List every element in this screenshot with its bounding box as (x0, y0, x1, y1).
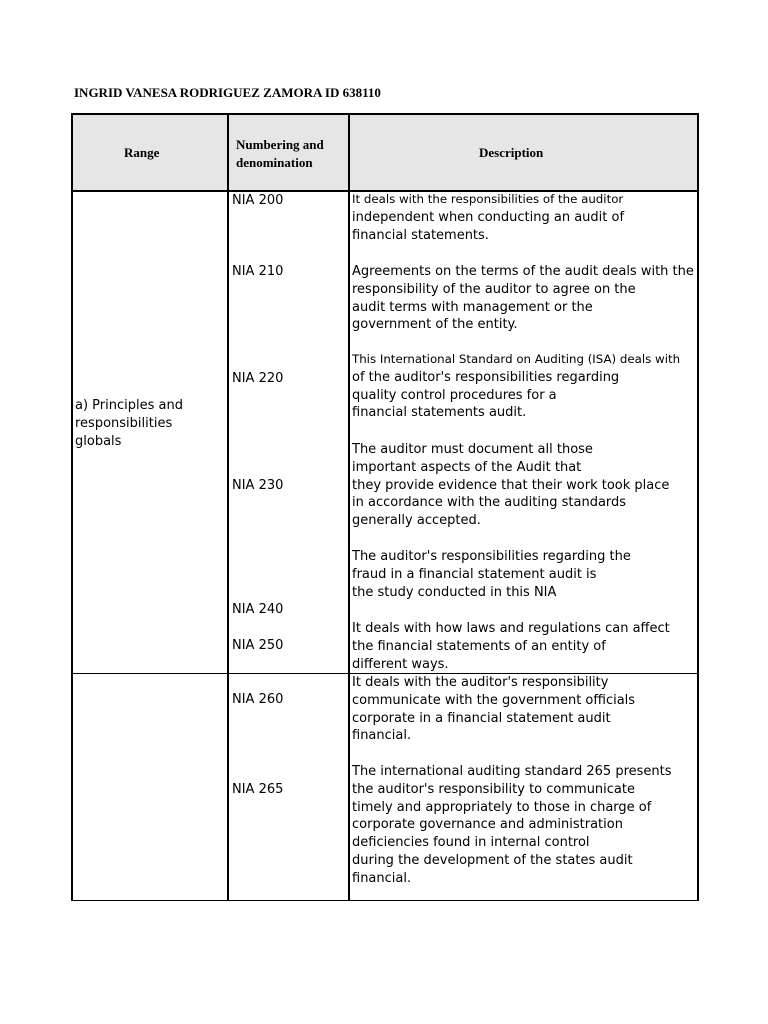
range-label-line: a) Principles and (75, 398, 183, 413)
description-line: timely and appropriately to those in charge of (352, 799, 652, 815)
description-cell (352, 351, 680, 422)
description-line: they provide evidence that their work took place (352, 477, 670, 493)
nia-code: NIA 230 (232, 478, 284, 493)
description-line: of the auditor's responsibilities regarding (352, 369, 620, 385)
document-title: INGRID VANESA RODRIGUEZ ZAMORA ID 638110 (74, 85, 381, 100)
header-description: Description (479, 145, 544, 160)
description-line: The international auditing standard 265 presents (352, 764, 672, 779)
nia-code: NIA 240 (232, 602, 284, 617)
description-line: The auditor must document all those (352, 442, 593, 457)
header-numbering-line: Numbering and (236, 137, 324, 152)
table-border (348, 113, 350, 901)
range-label-line: responsibilities (75, 415, 173, 431)
description-line: This International Standard on Auditing (ISA) deals with (352, 352, 681, 366)
header-numbering (236, 136, 324, 172)
description-line: communicate with the government officials (352, 692, 636, 708)
description-cell (352, 674, 635, 745)
description-line: in accordance with the auditing standards (352, 495, 627, 511)
description-cell (352, 191, 624, 244)
table-border (697, 113, 699, 901)
nia-code: NIA 260 (232, 692, 284, 707)
header-range: Range (124, 145, 160, 160)
description-line: the study conducted in this NIA (352, 584, 557, 600)
description-line: independent when conducting an audit of (352, 209, 625, 225)
table-border (71, 113, 699, 115)
description-cell (352, 441, 669, 530)
description-line: responsibility of the auditor to agree on the (352, 281, 636, 297)
description-line: It deals with the auditor's responsibility (352, 675, 609, 690)
description-cell (352, 548, 631, 601)
description-line: financial. (352, 728, 412, 744)
description-cell (352, 620, 670, 673)
description-line: financial statements audit. (352, 405, 527, 421)
description-line: audit terms with management or the (352, 299, 593, 315)
description-cell (352, 763, 672, 888)
description-line: It deals with the responsibilities of the auditor (352, 192, 624, 206)
description-line: different ways. (352, 656, 449, 672)
range-label-line: globals (75, 433, 122, 449)
header-numbering-line: denomination (236, 155, 313, 170)
nia-code: NIA 200 (232, 193, 284, 208)
nia-code: NIA 210 (232, 264, 284, 279)
description-line: It deals with how laws and regulations can affect (352, 621, 670, 636)
description-line: during the development of the states audit (352, 852, 633, 868)
description-line: government of the entity. (352, 317, 518, 333)
description-line: The auditor's responsibilities regarding the (352, 549, 631, 564)
description-line: financial. (352, 870, 412, 886)
description-line: corporate in a financial statement audit (352, 710, 611, 726)
table-border (71, 113, 73, 901)
description-cell (352, 263, 694, 334)
description-line: Agreements on the terms of the audit deals with the (352, 264, 694, 279)
table-border (227, 113, 229, 901)
nia-code: NIA 250 (232, 638, 284, 653)
description-line: corporate governance and administration (352, 817, 623, 833)
description-line: fraud in a financial statement audit is (352, 566, 597, 582)
range-label (75, 397, 183, 450)
description-line: the auditor's responsibility to communicate (352, 781, 635, 797)
description-line: quality control procedures for a (352, 387, 557, 403)
table-header-row (72, 114, 698, 191)
nia-code: NIA 265 (232, 782, 284, 797)
description-line: deficiencies found in internal control (352, 835, 590, 851)
description-line: generally accepted. (352, 513, 481, 529)
table-border (71, 900, 699, 901)
nia-code: NIA 220 (232, 371, 284, 386)
description-line: the financial statements of an entity of (352, 638, 606, 654)
description-line: important aspects of the Audit that (352, 459, 582, 475)
description-line: financial statements. (352, 227, 489, 243)
